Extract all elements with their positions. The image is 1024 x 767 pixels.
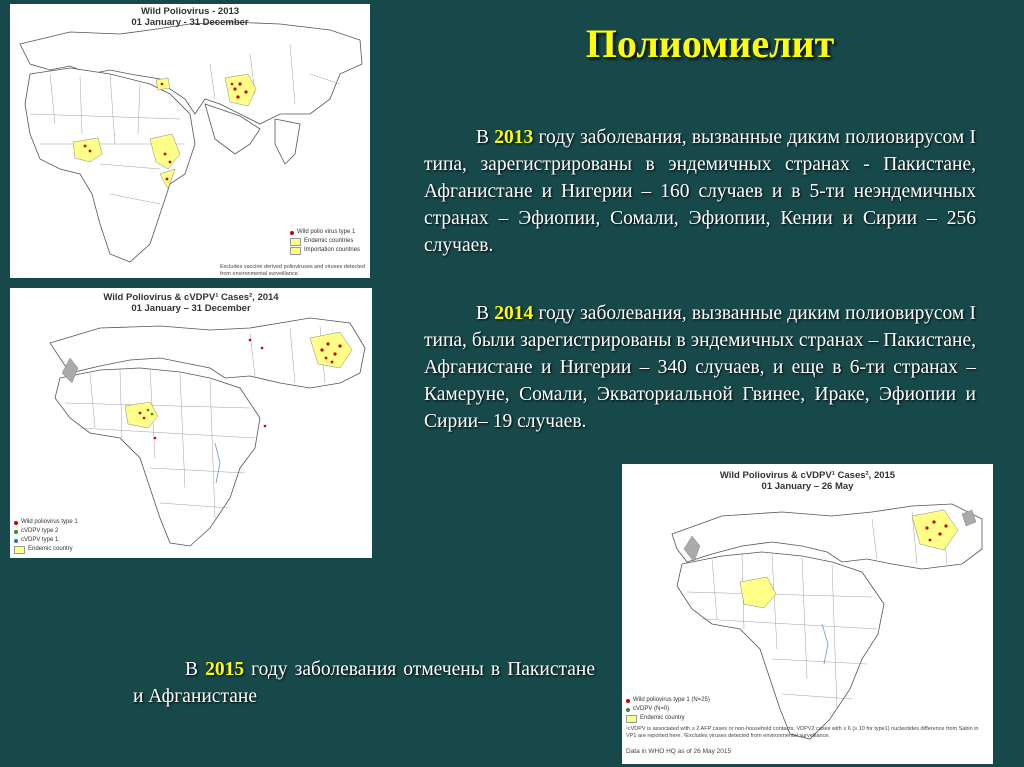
paragraph-2014-pre: В (476, 303, 495, 324)
paragraph-2014 (424, 300, 976, 435)
map-2014-legend (14, 518, 78, 554)
map-2013-title-line2: 01 January - 31 December (131, 17, 249, 28)
endemic-swatch-icon (626, 715, 637, 723)
map-2013-legend (290, 228, 360, 255)
legend-item: Wild polio virus type 1 (297, 229, 356, 235)
paragraph-2013-pre: В (476, 127, 495, 148)
map-2014 (10, 288, 372, 558)
legend-item: Wild poliovirus type 1 (21, 519, 78, 525)
map-2013-title (10, 6, 370, 28)
legend-item: cVDPV type 1 (21, 537, 59, 543)
cvdpv-icon (626, 708, 630, 712)
map-2015-title-line2: 01 January – 26 May (761, 481, 854, 492)
map-2015-title (622, 470, 993, 492)
map-2015-source: Data in WHO HQ as of 26 May 2015 (626, 748, 732, 755)
year-2014: 2014 (494, 303, 534, 324)
wild-case-icon (290, 231, 294, 235)
endemic-swatch-icon (290, 238, 301, 246)
map-2014-title-line2: 01 January – 31 December (131, 303, 251, 314)
legend-item: Importation countries (304, 247, 361, 253)
map-2013-title-line1: Wild Poliovirus - 2013 (140, 6, 240, 17)
year-2015: 2015 (205, 659, 245, 680)
importation-swatch-icon (290, 247, 301, 255)
paragraph-2013 (424, 124, 976, 259)
map-2013 (10, 4, 370, 278)
paragraph-2014-text: году заболевания, вызванные диким полиовирусом I типа, были зарегистрированы в эндемичных странах – Пакистане, Афганистане и Нигерии – 340 случаев, и еще в 6-ти странах – Камеруне, Сомали, Экваториальной Гвинее, Ираке, Эфиопии и Сирии– 19 случаев. (424, 303, 976, 432)
cvdpv2-icon (14, 530, 18, 534)
year-2013: 2013 (494, 127, 534, 148)
paragraph-2013-text: году заболевания, вызванные диким полиовирусом I типа, зарегистрированы в эндемичных странах - Пакистане, Афганистане и Нигерии – 160 случаев и в 5-ти неэндемичных странах – Эфиопии, Сомали, Эфиопии, Кении и Сирии – 256 случаев. (424, 127, 976, 256)
legend-item: Endemic country (28, 546, 73, 552)
paragraph-2015-text: году заболевания отмечены в Пакистане и Афганистане (133, 659, 595, 707)
legend-item: Endemic countries (304, 238, 354, 244)
map-2015 (622, 464, 993, 764)
legend-item: Wild poliovirus type 1 (N=25) (633, 697, 710, 703)
endemic-swatch-icon (14, 546, 25, 554)
map-2014-title-line1: Wild Poliovirus & cVDPV¹ Cases², 2014 (103, 292, 279, 303)
wild-case-icon (626, 699, 630, 703)
legend-item: cVDPV type 2 (21, 528, 59, 534)
paragraph-2015 (133, 656, 595, 710)
legend-item: cVDPV (N=0) (633, 706, 670, 712)
legend-item: Endemic country (640, 715, 685, 721)
map-2014-title (10, 292, 372, 314)
slide-title: Полиомиелит (585, 21, 835, 66)
wild-case-icon (14, 521, 18, 525)
paragraph-2015-pre: В (185, 659, 206, 680)
map-2015-legend (626, 696, 710, 723)
map-2013-note: Excludes vaccine derived polioviruses and viruses detected from environmental surveillance. (220, 264, 365, 277)
map-2015-note: ¹cVDPV is associated with ≥ 2 AFP cases or non-household contacts. VDPV2 cases with ≥ 6 (≥ 10 for type1) nucleotides difference from Sabin in VP1 are reported here. ²Excludes viruses detected from environmental surveillance. (626, 726, 979, 739)
map-2015-title-line1: Wild Poliovirus & cVDPV¹ Cases², 2015 (719, 470, 896, 481)
cvdpv1-icon (14, 539, 18, 543)
